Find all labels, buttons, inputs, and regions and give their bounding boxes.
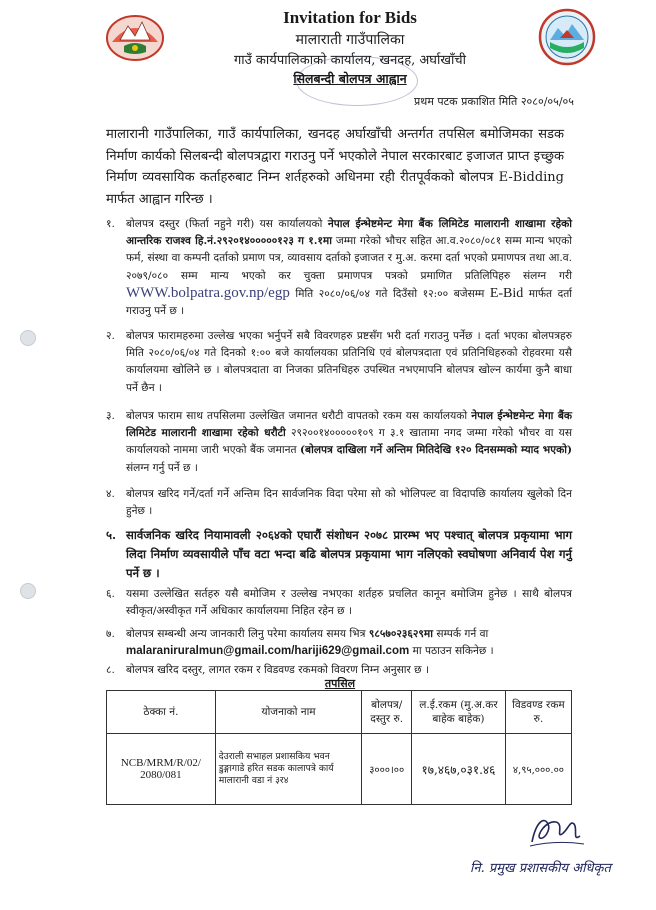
municipality-logo (538, 8, 596, 66)
punch-hole (20, 583, 36, 599)
col-bid-fee: बोलपत्र/ दस्तुर रु. (362, 691, 412, 734)
bolpatra-link[interactable]: WWW.bolpatra.gov.np/egp (126, 284, 290, 301)
municipality-name: मालाराती गाउँपालिका (295, 32, 405, 48)
condition-item: २. बोलपत्र फारामहरुमा उल्लेख भएका भर्नुपर्ने सबै विवरणहरु प्रष्टसँग भरी दर्ता गराउनु पर्नेछ । दर्ता भएका बोलपत्रहरु मिति २०८०/०६/०४ गते दिनको १:०० बजे कार्यालयका प्रतिनिधि एवं बोलपत्रदाता एवं प्रतिनिधिहरुको रोहवरमा यसै कार्यालयमा खोलिने छ । बोलपत्रदाता वा निजका प्रतिनधिहरु उपस्थित नभएमापनि बोलपत्र खोल्न कार्यमा कुनै बाधा पर्ने छैन । (106, 330, 572, 394)
table-header-row (107, 691, 572, 734)
condition-item: ३. बोलपत्र फाराम साथ तपसिलमा उल्लेखित जमानत धरौटी वापतको रकम यस कार्यालयको नेपाल ईन्भेष्टमेन्ट मेगा बैंक लिमिटेड मालारानी शाखामा रहेको धरौटी २९२००१४०००००१०९ ग ३.१ खातामा नगद जम्मा गरेको भौचर वा यस कार्यालयको नाममा जारी भएको बैंक जमानत (बोलपत्र दाखिला गर्ने अन्तिम मितिदेखि १२० दिनसम्मको म्याद भएको) संलग्न गर्नु पर्ने छ । (106, 410, 573, 474)
table-caption: तपसिल (324, 677, 356, 690)
contact-email[interactable]: malaraniruralmun@gmail.com/hariji629@gmail.com (126, 645, 410, 658)
bid-details-table (106, 690, 572, 805)
col-bid-bond: विडवण्ड रकम रु. (505, 691, 571, 734)
notice-subject: सिलबन्दी बोलपत्र आह्वान (293, 71, 407, 86)
cost-estimate-cell: १७,४६७,०३१.४६ (412, 734, 506, 805)
signature-mark (526, 812, 586, 850)
bid-bond-cell: ४,९५,०००.०० (505, 734, 571, 805)
condition-item: १. बोलपत्र दस्तुर (फिर्ता नहुने गरी) यस कार्यालयको नेपाल ईन्भेष्टमेन्ट मेगा बैंक लिमिटेड मालारानी शाखामा रहेको आन्तरिक राजश्व हि.नं.२९२०१४०००००१२३ ग १.१मा जम्मा गरेको भौचर सहित आ.व.२०८०/०८१ सम्म मान्य भएको फर्म, संस्था वा कम्पनी दर्ताको प्रमाण पत्र, व्यावसाय दर्ताको इजाजत र मु.अ. करमा दर्ता भएको प्रमाणपत्र तथा आ.व. २०७९/०८० सम्म मान्य भएको कर चुक्ता प्रमाणपत्र पत्रको प्रमाणित प्रतिलिपिहरु संलग्न गरी WWW.bolpatra.gov.np/egp मिति २०८०/०६/०४ गते दिउँसो १२:०० बजेसम्म E-Bid मार्फत दर्ता गराउनु पर्ने छ । (106, 218, 573, 318)
table-row (107, 734, 572, 805)
col-cost-estimate: ल.ई.रकम (मु.अ.कर बाहेक बाहेक) (412, 691, 506, 734)
bid-fee-cell: ३०००।०० (362, 734, 412, 805)
notice-title: Invitation for Bids (283, 8, 417, 27)
publish-date: प्रथम पटक प्रकाशित मिति २०८०/०५/०५ (414, 95, 574, 108)
signatory-title: नि. प्रमुख प्रशासकीय अधिकृत (470, 861, 611, 876)
contract-no-cell: NCB/MRM/R/02/ 2080/081 (107, 734, 216, 805)
condition-item: ७. बोलपत्र सम्बन्धी अन्य जानकारी लिनु परेमा कार्यालय समय भित्र ९८५७०२३६२९मा सम्पर्क गर्न वा malaraniruralmun@gmail.com/hariji629@gmail.com मा पठाउन सकिनेछ । (106, 628, 494, 658)
col-contract-no: ठेक्का नं. (107, 691, 216, 734)
condition-item: ६. यसमा उल्लेखित सर्तहरु यसै बमोजिम र उल्लेख नभएका शर्तहरु प्रचलित कानून बमोजिम हुनेछ । साथै बोलपत्र स्वीकृत/अस्वीकृत गर्ने अधिकार कार्यालयमा निहित रहेन छ । (106, 588, 572, 618)
office-stamp (296, 56, 418, 106)
project-name-cell: देउराली सभाहल प्रशासकिय भवन डुङ्गागाडे हरित सडक कालापत्रे कार्य मालारानी वडा नं ३र४ (215, 734, 362, 805)
intro-paragraph: मालारानी गाउँपालिका, गाउँ कार्यपालिका, खनदह अर्घाखाँची अन्तर्गत तपसिल बमोजिमका सडक निर्माण कार्यको सिलबन्दी बोलपत्रद्वारा गराउनु पर्ने भएकोले नेपाल सरकारबाट इजाजत प्राप्त इच्छुक निर्माण व्यवसायिक कर्ताहरुबाट निम्न शर्तहरुको अधिनमा रही रीतपूर्वकको बोलपत्र E-Bidding मार्फत आह्वान गरिन्छ । (106, 127, 564, 207)
condition-item: ५. सार्वजनिक खरिद नियामावली २०६४को एघारौं संशोधन २०७८ प्रारम्भ भए पश्चात् बोलपत्र प्रकृयामा भाग लिदा निर्माण व्यवसायीले पाँच वटा भन्दा बढि बोलपत्र प्रकृयामा भाग नलिएको स्वघोषणा अनिवार्य पेश गर्नु पर्ने छ । (106, 528, 572, 580)
punch-hole (20, 330, 36, 346)
col-project-name: योजनाको नाम (215, 691, 362, 734)
office-address: गाउँ कार्यपालिकाको कार्यालय, खनदह, अर्घाखाँची (233, 53, 466, 68)
condition-item: ८. बोलपत्र खरिद दस्तुर, लागत रकम र विडवण्ड रकमको विवरण निम्न अनुसार छ । (106, 664, 429, 676)
condition-item: ४. बोलपत्र खरिद गर्ने/दर्ता गर्ने अन्तिम दिन सार्वजनिक विदा परेमा सो को भोलिपल्ट वा विदापछि कार्यालय खुलेको दिन हुनेछ । (106, 488, 572, 518)
nepal-emblem-logo (104, 10, 166, 62)
